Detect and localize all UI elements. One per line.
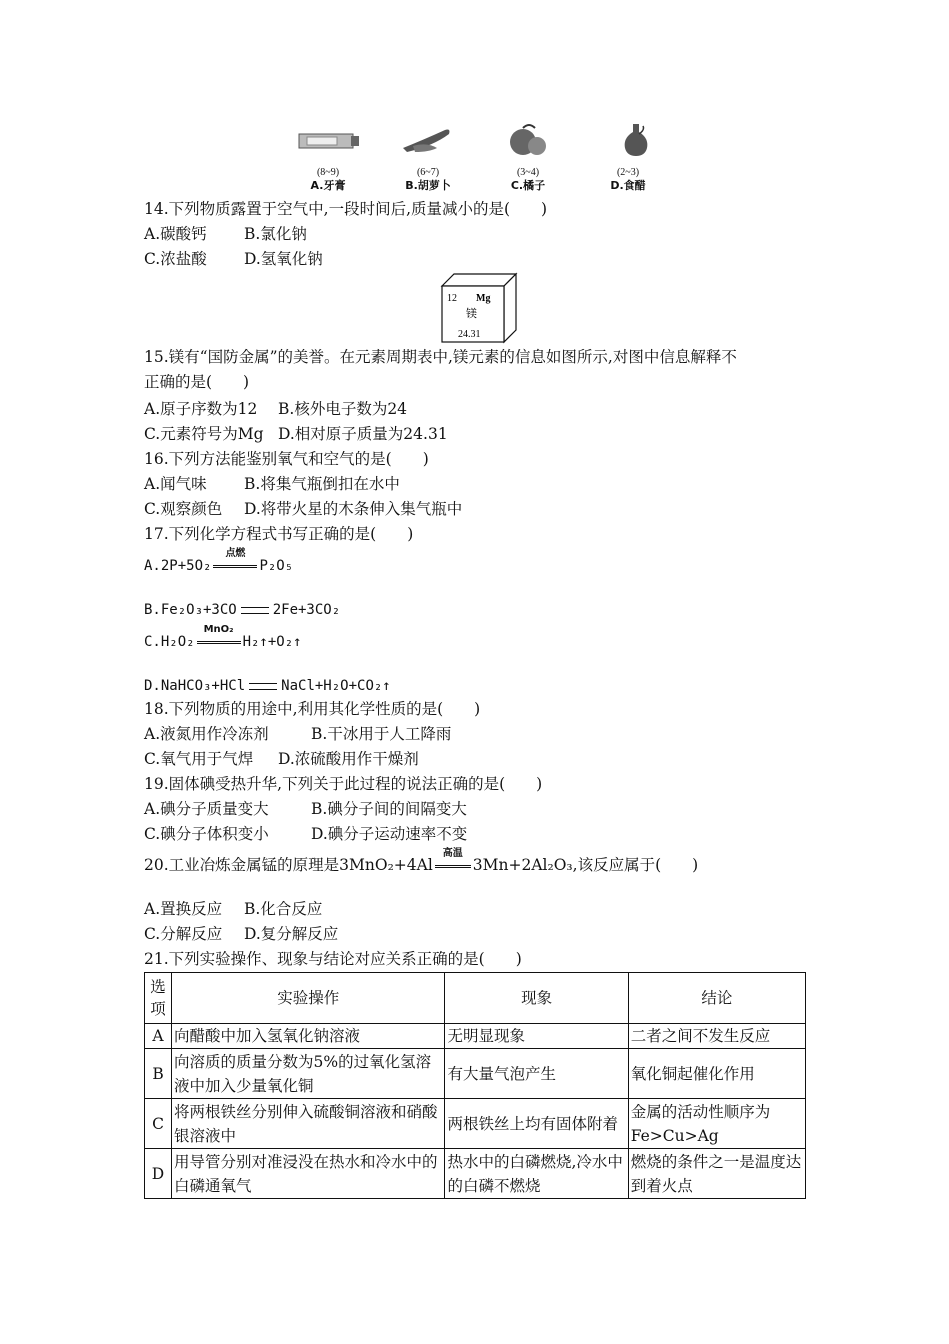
equation-right: NaCl+H₂O+CO₂↑	[281, 678, 391, 694]
phenomenon-cell: 无明显现象	[445, 1024, 628, 1049]
product-name: D.食醋	[610, 179, 646, 192]
q20-option-b[interactable]: B.化合反应	[244, 900, 323, 918]
q18-options-row1	[144, 724, 451, 744]
product-ph: (2~3)	[616, 167, 640, 178]
q17-option-a[interactable]	[144, 548, 294, 576]
header-conclusion: 结论	[628, 973, 805, 1024]
q19-option-c[interactable]: C.碘分子体积变小	[144, 825, 269, 843]
q20-option-a[interactable]: A.置换反应	[144, 900, 223, 918]
q17-option-d[interactable]	[144, 676, 391, 696]
element-number: 12	[447, 293, 457, 304]
condition-label: MnO₂	[203, 624, 234, 635]
product-vinegar	[583, 122, 673, 193]
product-name: B.胡萝卜	[405, 179, 451, 192]
element-symbol: Mg	[476, 293, 491, 304]
q19-option-b[interactable]: B.碘分子间的间隔变大	[311, 800, 467, 818]
operation-cell: 向醋酸中加入氢氧化钠溶液	[172, 1024, 445, 1049]
product-ph: (8~9)	[316, 167, 340, 178]
equation-left: C.H₂O₂	[144, 634, 195, 650]
equation-left: A.2P+5O₂	[144, 558, 212, 574]
product-ph: (3~4)	[516, 167, 540, 178]
table-row[interactable]	[145, 1099, 806, 1149]
header-phenomenon: 现象	[445, 973, 628, 1024]
q18-option-b[interactable]: B.干冰用于人工降雨	[311, 725, 452, 743]
q16-option-b[interactable]: B.将集气瓶倒扣在水中	[244, 475, 400, 493]
q14-options-row1	[144, 224, 307, 244]
product-name: C.橘子	[510, 179, 546, 192]
row-label: B	[145, 1049, 172, 1099]
q20-options-row1	[144, 899, 322, 919]
q20-stem	[144, 848, 699, 876]
q19-stem: 19.固体碘受热升华,下列关于此过程的说法正确的是( )	[144, 775, 543, 793]
table-header-row	[145, 973, 806, 1024]
product-toothpaste	[283, 122, 373, 193]
q19-option-d[interactable]: D.碘分子运动速率不变	[311, 825, 468, 843]
operation-cell: 向溶质的质量分数为5%的过氧化氢溶液中加入少量氧化铜	[172, 1049, 445, 1099]
ignite-arrow	[211, 548, 259, 576]
q14-options-row2	[144, 249, 323, 269]
phenomenon-cell: 有大量气泡产生	[445, 1049, 628, 1099]
q17-option-c[interactable]	[144, 624, 302, 652]
q16-option-c[interactable]: C.观察颜色	[144, 500, 223, 518]
product-orange	[483, 122, 573, 193]
condition-label: 高温	[442, 848, 463, 859]
product-carrot	[383, 122, 473, 193]
q15-stem-line1: 15.镁有“国防金属”的美誉。在元素周期表中,镁元素的信息如图所示,对图中信息解释不	[144, 348, 737, 366]
equation-left: B.Fe₂O₃+3CO	[144, 602, 237, 618]
product-name: A.牙膏	[310, 179, 346, 192]
high-temp-arrow	[433, 848, 473, 876]
equals-sign	[249, 683, 277, 690]
equation-right: 2Fe+3CO₂	[272, 602, 341, 618]
orange-icon	[493, 122, 563, 158]
vinegar-icon	[593, 122, 663, 158]
q16-option-d[interactable]: D.将带火星的木条伸入集气瓶中	[244, 500, 463, 518]
row-label: D	[145, 1149, 172, 1199]
row-label: C	[145, 1099, 172, 1149]
q20-stem-pre: 20.工业冶炼金属锰的原理是3MnO₂+4Al	[144, 856, 433, 874]
equals-sign	[241, 607, 269, 614]
q15-options-row2	[144, 424, 448, 444]
q14-option-d[interactable]: D.氢氧化钠	[244, 250, 323, 268]
product-ph: (6~7)	[416, 167, 440, 178]
q18-stem: 18.下列物质的用途中,利用其化学性质的是( )	[144, 700, 481, 718]
header-operation: 实验操作	[172, 973, 445, 1024]
row-label: A	[145, 1024, 172, 1049]
q19-options-row2	[144, 824, 467, 844]
q14-stem: 14.下列物质露置于空气中,一段时间后,质量减小的是( )	[144, 200, 548, 218]
q21-stem: 21.下列实验操作、现象与结论对应关系正确的是( )	[144, 950, 522, 968]
toothpaste-icon	[293, 122, 363, 158]
q16-stem: 16.下列方法能鉴别氧气和空气的是( )	[144, 450, 429, 468]
conclusion-cell: 二者之间不发生反应	[628, 1024, 805, 1049]
q14-option-a[interactable]: A.碳酸钙	[144, 225, 207, 243]
condition-label: 点燃	[225, 548, 246, 559]
q14-option-c[interactable]: C.浓盐酸	[144, 250, 207, 268]
q15-option-a[interactable]: A.原子序数为12	[144, 400, 258, 418]
element-name: 镁	[466, 307, 477, 320]
q15-option-c[interactable]: C.元素符号为Mg	[144, 425, 264, 443]
q19-options-row1	[144, 799, 467, 819]
q15-options-row1	[144, 399, 407, 419]
table-row[interactable]	[145, 1149, 806, 1199]
table-row[interactable]	[145, 1024, 806, 1049]
q18-option-c[interactable]: C.氧气用于气焊	[144, 750, 254, 768]
q20-option-d[interactable]: D.复分解反应	[244, 925, 339, 943]
q14-option-b[interactable]: B.氯化钠	[244, 225, 307, 243]
q16-option-a[interactable]: A.闻气味	[144, 475, 207, 493]
experiment-table	[144, 972, 806, 1199]
operation-cell: 用导管分别对准浸没在热水和冷水中的白磷通氧气	[172, 1149, 445, 1199]
q17-stem: 17.下列化学方程式书写正确的是( )	[144, 525, 414, 543]
element-card-magnesium	[438, 270, 518, 344]
q18-options-row2	[144, 749, 419, 769]
table-row[interactable]	[145, 1049, 806, 1099]
phenomenon-cell: 两根铁丝上均有固体附着	[445, 1099, 628, 1149]
q16-options-row1	[144, 474, 400, 494]
carrot-icon	[393, 122, 463, 158]
q15-option-d[interactable]: D.相对原子质量为24.31	[278, 425, 448, 443]
equation-left: D.NaHCO₃+HCl	[144, 678, 246, 694]
conclusion-cell: 燃烧的条件之一是温度达到着火点	[628, 1149, 805, 1199]
element-mass: 24.31	[458, 329, 481, 340]
conclusion-cell: 金属的活动性顺序为Fe>Cu>Ag	[628, 1099, 805, 1149]
q16-options-row2	[144, 499, 462, 519]
q20-stem-post: 3Mn+2Al₂O₃,该反应属于( )	[472, 856, 699, 874]
q20-option-c[interactable]: C.分解反应	[144, 925, 223, 943]
catalyst-arrow	[195, 624, 243, 652]
q18-option-d[interactable]: D.浓硫酸用作干燥剂	[278, 750, 419, 768]
q15-option-b[interactable]: B.核外电子数为24	[278, 400, 408, 418]
phenomenon-cell: 热水中的白磷燃烧,冷水中的白磷不燃烧	[445, 1149, 628, 1199]
q18-option-a[interactable]: A.液氮用作冷冻剂	[144, 725, 269, 743]
operation-cell: 将两根铁丝分别伸入硫酸铜溶液和硝酸银溶液中	[172, 1099, 445, 1149]
equation-right: P₂O₅	[259, 558, 294, 574]
equation-right: H₂↑+O₂↑	[242, 634, 302, 650]
conclusion-cell: 氧化铜起催化作用	[628, 1049, 805, 1099]
q17-option-b[interactable]	[144, 600, 340, 620]
q19-option-a[interactable]: A.碘分子质量变大	[144, 800, 269, 818]
q20-options-row2	[144, 924, 338, 944]
header-option: 选项	[145, 973, 172, 1024]
q15-stem-line2: 正确的是( )	[144, 373, 250, 391]
